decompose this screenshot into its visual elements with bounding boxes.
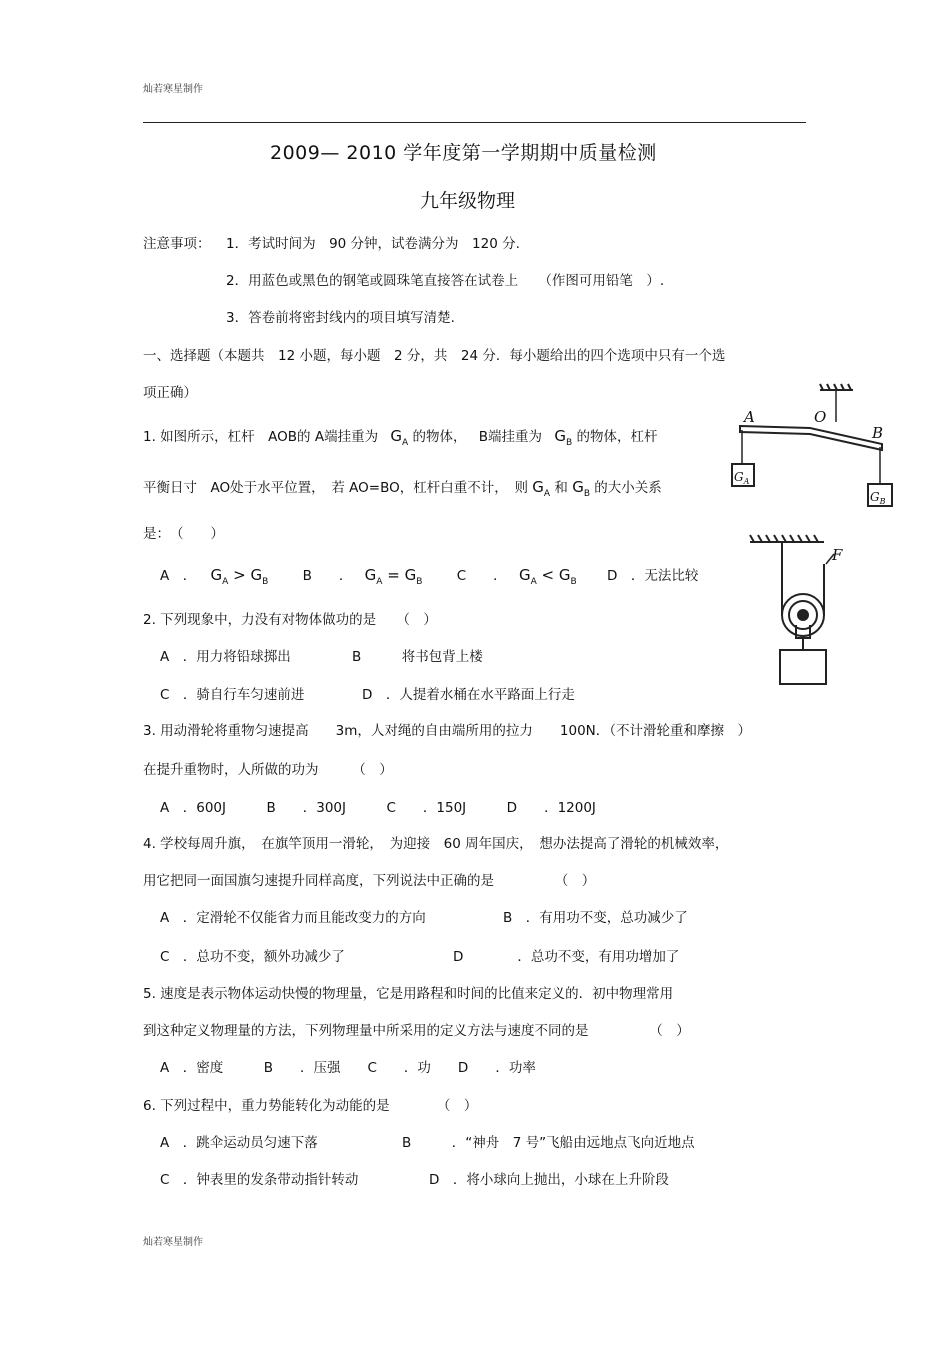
q1-text-e: 平衡日寸 AO处于水平位置， 若 AO=BO，杠杆白重不计， 则 [143, 480, 528, 496]
q1-text-f: 和 [554, 480, 568, 496]
q4-opt-a: A ．定滑轮不仅能省力而且能改变力的方向 [160, 910, 426, 926]
lever-figure [728, 380, 896, 510]
q1-text-c: B端挂重为 [478, 429, 543, 445]
page-subtitle: 九年级物理 [420, 190, 516, 212]
load-block [780, 650, 826, 684]
q6-opt-a: A ．跳伞运动员匀速下落 [160, 1135, 318, 1151]
q1-opt-c-label: C ． [456, 568, 507, 584]
q1-opt-b-label: B ． [302, 568, 353, 584]
page-footer: 灿若寒星制作 [143, 1237, 203, 1248]
header-rule [143, 122, 806, 123]
note-3: 3．答卷前将密封线内的项目填写清楚. [226, 310, 455, 326]
note-2: 2．用蓝色或黑色的钢笔或圆珠笔直接答在试卷上 （作图可用铅笔 ）. [226, 273, 665, 289]
weight-gb-label: $G_B$ [870, 490, 886, 506]
q1-gb-symbol: $G_B$ [554, 427, 573, 448]
q1-opt-a-label: A ． [160, 568, 197, 584]
q2-opt-b: B 将书包背上楼 [352, 649, 483, 665]
q3-line2: 在提升重物时，人所做的功为 （ ） [143, 762, 393, 778]
q1-options [160, 564, 698, 587]
q1-line3: 是： （ ） [143, 526, 224, 542]
page-title: 2009— 2010 学年度第一学期期中质量检测 [270, 142, 657, 164]
lever-label-a: A [744, 408, 755, 426]
q1-text-d: 的物体，杠杆 [576, 429, 658, 445]
q1-opt-b: $G_A = G_B$ [364, 566, 423, 587]
weight-ga-label: $G_A$ [734, 470, 750, 486]
q1-ga-symbol: $G_A$ [390, 427, 409, 448]
q6-opt-b: B ．“神舟 7 号”飞船由远地点飞向近地点 [402, 1135, 695, 1151]
q2-opt-c: C ．骑自行车匀速前进 [160, 687, 305, 703]
q1-opt-d: D ．无法比较 [606, 568, 699, 584]
q2-opt-d: D ．人提着水桶在水平路面上行走 [362, 687, 575, 703]
q1-line2 [143, 476, 662, 499]
q1-text-a: 1. 如图所示，杠杆 AOB的 A端挂重为 [143, 429, 379, 445]
notes-label: 注意事项： [143, 236, 211, 252]
q6-opt-d: D ．将小球向上抛出，小球在上升阶段 [429, 1172, 669, 1188]
q1-ga-symbol-2: $G_A$ [532, 478, 551, 499]
q4-line1: 4. 学校每周升旗， 在旗竿顶用一滑轮， 为迎接 60 周年国庆， 想办法提高了滑轮的机械效率， [143, 836, 729, 852]
q1-text-b: 的物体， [412, 429, 467, 445]
pulley-figure [744, 530, 844, 695]
q2-opt-a: A ．用力将铅球掷出 [160, 649, 291, 665]
q1-text-g: 的大小关系 [594, 480, 662, 496]
section-heading-line1: 一、选择题（本题共 12 小题，每小题 2 分，共 24 分．每小题给出的四个选项中只有一个选 [143, 348, 726, 364]
q4-opt-d: D ．总功不变，有用功增加了 [453, 949, 680, 965]
q3-options: A ．600J B ．300J C ．150J D ．1200J [160, 800, 596, 816]
q5-line2: 到这种定义物理量的方法，下列物理量中所采用的定义方法与速度不同的是 （ ） [143, 1023, 690, 1039]
section-heading-line2: 项正确） [143, 385, 197, 401]
force-label-f: F [832, 546, 843, 564]
q5-options: A ．密度 B ．压强 C ．功 D ．功率 [160, 1060, 536, 1076]
q3-line1: 3. 用动滑轮将重物匀速提高 3m，人对绳的自由端所用的拉力 100N．（不计滑轮重和摩擦 ） [143, 723, 752, 739]
lever-label-o: O [814, 408, 827, 426]
q1-line1 [143, 425, 657, 448]
q6-stem: 6. 下列过程中，重力势能转化为动能的是 （ ） [143, 1098, 478, 1114]
q1-opt-a: $G_A > G_B$ [210, 566, 269, 587]
q4-opt-b: B ．有用功不变，总功减少了 [503, 910, 688, 926]
lever-label-b: B [872, 424, 884, 442]
q2-stem: 2. 下列现象中，力没有对物体做功的是 （ ） [143, 612, 437, 628]
q6-opt-c: C ．钟表里的发条带动指针转动 [160, 1172, 359, 1188]
page-header: 灿若寒星制作 [143, 84, 203, 95]
q5-line1: 5. 速度是表示物体运动快慢的物理量，它是用路程和时间的比值来定义的．初中物理常用 [143, 986, 674, 1002]
q4-line2: 用它把同一面国旗匀速提升同样高度，下列说法中正确的是 （ ） [143, 873, 596, 889]
note-1: 1．考试时间为 90 分钟，试卷满分为 120 分. [226, 236, 520, 252]
lever-bar [740, 426, 882, 450]
q1-opt-c: $G_A < G_B$ [518, 566, 577, 587]
q1-gb-symbol-2: $G_B$ [572, 478, 590, 499]
q4-opt-c: C ．总功不变，额外功减少了 [160, 949, 345, 965]
